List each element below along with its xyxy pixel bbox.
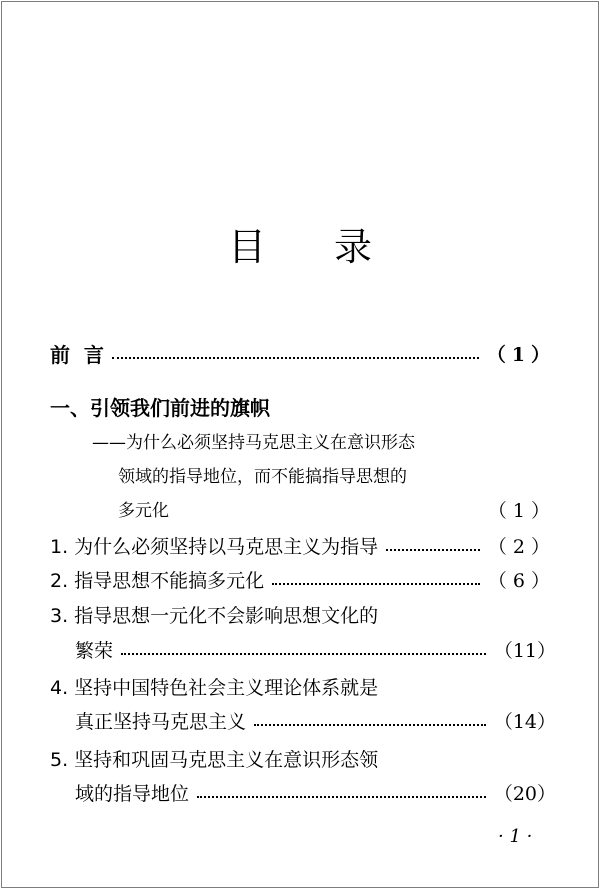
toc-entry-preface[interactable] bbox=[50, 340, 556, 370]
toc-item-text: 繁荣 bbox=[75, 640, 114, 662]
toc-item-line[interactable] bbox=[50, 673, 556, 703]
toc-section-subtitle-line bbox=[118, 462, 556, 492]
toc-item-text: 域的指导地位 bbox=[75, 783, 190, 805]
leader-dots bbox=[112, 357, 479, 359]
subtitle-text: 多元化 bbox=[118, 501, 169, 521]
toc-page-number: （2） bbox=[487, 536, 556, 558]
toc-page-number: （6） bbox=[487, 570, 556, 592]
leader-dots bbox=[197, 796, 486, 798]
toc-entry-label: 前 言 bbox=[50, 343, 104, 367]
toc-item[interactable] bbox=[50, 566, 556, 596]
toc-item-continuation[interactable] bbox=[75, 707, 556, 737]
leader-dots bbox=[254, 724, 486, 726]
toc-item[interactable] bbox=[50, 532, 556, 562]
toc-section-heading[interactable] bbox=[50, 393, 556, 423]
toc-item-continuation[interactable] bbox=[75, 636, 556, 666]
toc-title bbox=[0, 222, 600, 272]
section-heading-text: 一、引领我们前进的旗帜 bbox=[50, 396, 270, 420]
leader-dots bbox=[121, 653, 486, 655]
subtitle-text: 领域的指导地位，而不能搞指导思想的 bbox=[118, 467, 407, 487]
leader-dots bbox=[386, 549, 480, 551]
title-char-mu: 目 bbox=[227, 225, 266, 269]
toc-item-text: 真正坚持马克思主义 bbox=[75, 711, 247, 733]
toc-item-line[interactable] bbox=[50, 601, 556, 631]
toc-page-number: （1） bbox=[486, 344, 556, 366]
leader-dots bbox=[272, 583, 480, 585]
page-folio: · 1 · bbox=[498, 826, 533, 847]
toc-item-line[interactable] bbox=[50, 745, 556, 775]
toc-item-continuation[interactable] bbox=[75, 779, 556, 809]
toc-page-number: （20） bbox=[493, 783, 556, 805]
toc-item-text: 3. 指导思想一元化不会影响思想文化的 bbox=[50, 605, 379, 627]
subtitle-text: ——为什么必须坚持马克思主义在意识形态 bbox=[92, 433, 415, 453]
toc-item-text: 1. 为什么必须坚持以马克思主义为指导 bbox=[50, 536, 379, 558]
toc-item-text: 4. 坚持中国特色社会主义理论体系就是 bbox=[50, 677, 379, 699]
toc-page-number: （11） bbox=[493, 640, 556, 662]
toc-item-text: 5. 坚持和巩固马克思主义在意识形态领 bbox=[50, 749, 379, 771]
toc-section-subtitle-last[interactable] bbox=[118, 496, 556, 526]
toc-section-subtitle-line bbox=[92, 428, 556, 458]
toc-page-number: （14） bbox=[493, 711, 556, 733]
toc-item-text: 2. 指导思想不能搞多元化 bbox=[50, 570, 265, 592]
toc-page-number: （1） bbox=[487, 500, 556, 522]
title-char-lu: 录 bbox=[334, 225, 373, 269]
